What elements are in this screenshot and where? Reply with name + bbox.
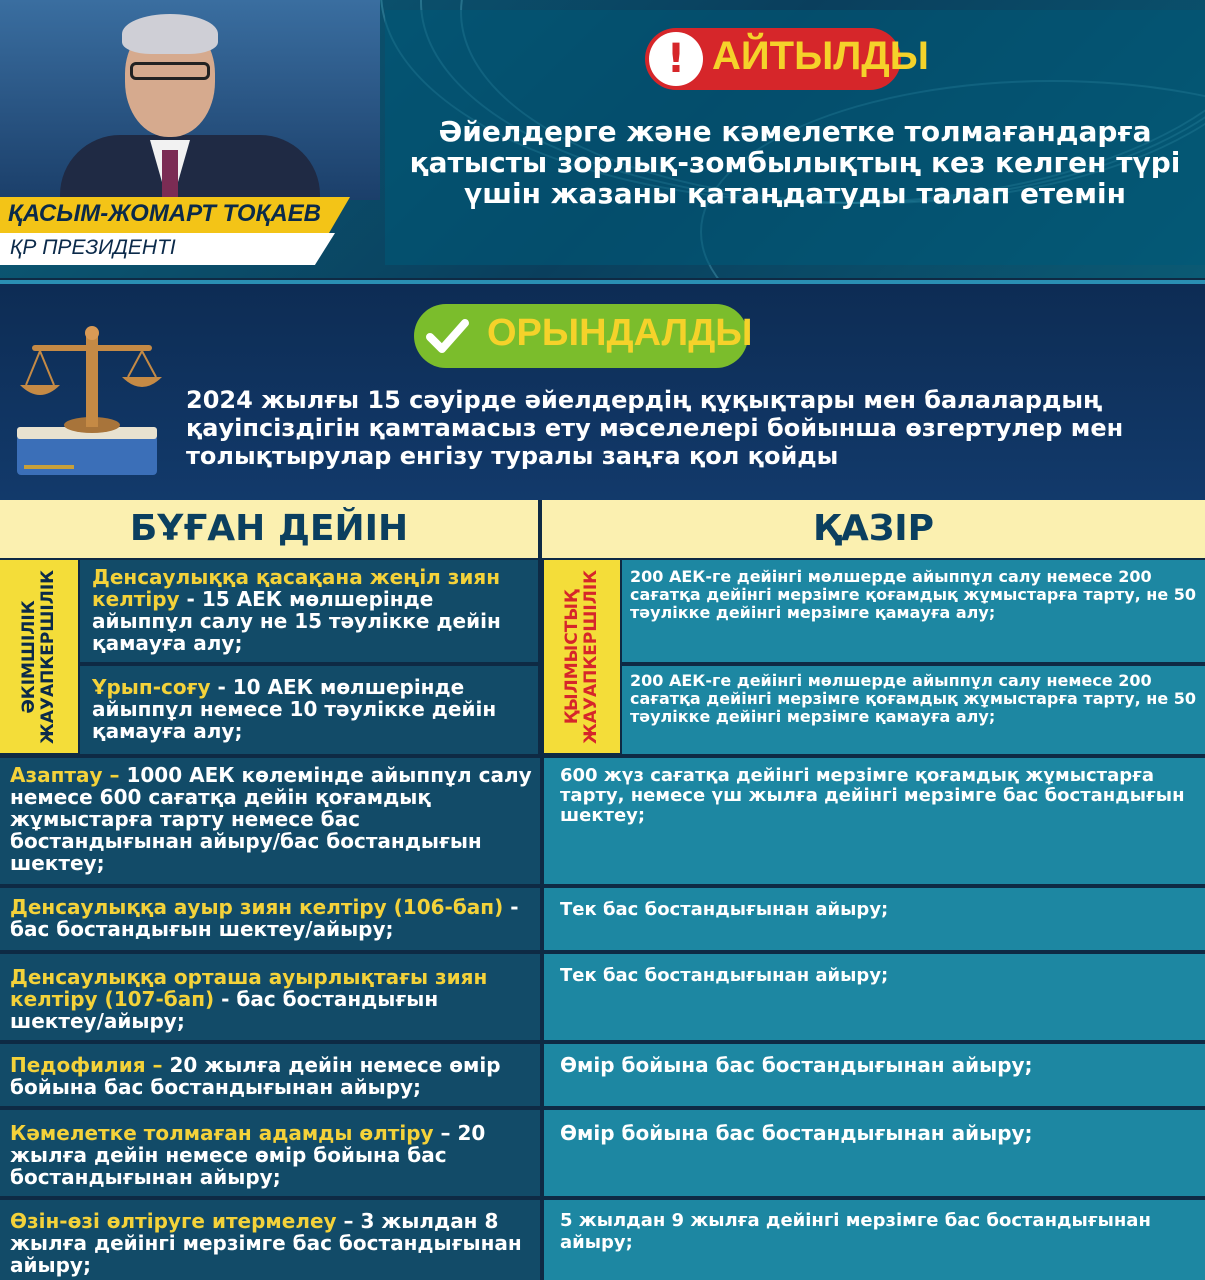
done-badge-label: ОРЫНДАЛДЫ [487,312,753,354]
table-row-now [544,1200,1205,1280]
row-before-text: – 20 жылға дейін немесе өмір бойына бас бостандығынан айыру; [10,1121,486,1189]
row-now-text: Өмір бойына бас бостандығынан айыру; [560,1053,1033,1077]
row-before-text: - 10 АЕК мөлшерінде айыппұл немесе 10 тәулікке дейін қамауға алу; [92,675,497,743]
person-name: ҚАСЫМ-ЖОМАРТ ТОҚАЕВ [8,200,321,227]
row-before-title: Өзін-өзі өлтіруге итермелеу [10,1209,337,1233]
table-row-before [0,888,540,950]
table-row-now [622,666,1205,754]
table-row-now [544,954,1205,1040]
row-before-title: Педофилия – [10,1053,163,1077]
column-header-before [0,500,538,558]
scales-of-justice-icon [12,315,162,485]
table-row-before [0,954,540,1040]
row-before-title: Кәмелетке толмаған адамды өлтіру [10,1121,434,1145]
table-row-before [0,1110,540,1196]
table-row-now [544,1044,1205,1106]
table-row-now [544,888,1205,950]
table-row-now [544,758,1205,884]
row-before-title: Денсаулыққа орташа ауырлықтағы зиян келтіру (107-бап) [10,965,488,1011]
table-row-before [80,666,538,754]
row-now-text: Тек бас бостандығынан айыру; [560,965,889,986]
row-now-text: 600 жүз сағатқа дейінгі мерзімге қоғамдық жұмыстарға тарту, немесе үш жылға дейінгі мерзімге бас бостандығын шектеу; [560,765,1185,826]
person-role: ҚР ПРЕЗИДЕНТІ [10,236,176,259]
table-row-now [544,1110,1205,1196]
row-before-text: 20 жылға дейін немесе өмір бойына бас бостандығынан айыру; [10,1053,501,1099]
row-before-text: - бас бостандығын шектеу/айыру; [10,895,519,941]
row-now-text: 5 жылдан 9 жылға дейінгі мерзімге бас бостандығынан айыру; [560,1210,1151,1253]
table-row-before [0,758,540,884]
column-header-now [542,500,1205,558]
row-now-text: 200 АЕК-ге дейінгі мөлшерде айыппұл салу немесе 200 сағатқа дейінгі мерзімге қоғамдық жұмыстарға тарту, не 50 тәулікке дейінгі мерзімге қамауға алу; [630,567,1197,622]
row-before-title: Азаптау – [10,763,120,787]
column-header-before-label: БҰҒАН ДЕЙІН [129,508,409,549]
row-before-text: – 3 жылдан 8 жылға дейінгі мерзімге бас бостандығынан айыру; [10,1209,522,1277]
column-header-now-label: ҚАЗІР [812,508,935,549]
president-photo [0,0,380,200]
row-before-text: - 15 АЕК мөлшерінде айыппұл салу не 15 тәулікке дейін қамауға алу; [92,587,501,655]
row-before-text: 1000 АЕК көлемінде айыппұл салу немесе 600 сағатқа дейін қоғамдық жұмыстарға тарту немесе бас бостандығынан айыру/бас бостандығын шектеу; [10,763,532,875]
side-label-criminal-line2: ЖАУАПКЕРШІЛІК [581,569,601,744]
check-icon [420,309,474,363]
table-row-before [0,1044,540,1106]
row-now-text: Тек бас бостандығынан айыру; [560,899,889,920]
quote-text: Әйелдерге және кәмелетке толмағандарға қатысты зорлық-зомбылықтың кез келген түрі үшін жазаны қатаңдатуды талап етемін [409,115,1181,210]
side-label-administrative-line2: ЖАУАПКЕРШІЛІК [38,569,58,744]
table-row-before [80,560,538,662]
side-label-criminal-line1: ҚЫЛМЫСТЫҚ [562,589,582,724]
row-before-title: Денсаулыққа ауыр зиян келтіру (106-бап) [10,895,504,919]
said-badge-label: АЙТЫЛДЫ [712,34,929,78]
row-before-title: Денсаулыққа қасақана жеңіл зиян келтіру [92,565,501,611]
table-row-before [0,1200,540,1280]
row-before-text: - бас бостандығын шектеу/айыру; [10,987,439,1033]
side-label-administrative [0,560,78,753]
side-label-criminal [544,560,620,753]
row-before-title: Ұрып-соғу [92,675,211,699]
status-description: 2024 жылғы 15 сәуірде әйелдердің құқықтары мен балалардың қауіпсіздігін қамтамасыз ету мәселелері бойынша өзгертулер мен толықтырулар енгізу туралы заңға қол қойды [186,386,1124,470]
exclamation-icon: ! [649,32,703,86]
side-label-administrative-line1: ӘКІМШІЛІК [19,599,39,714]
row-now-text: 200 АЕК-ге дейінгі мөлшерде айыппұл салу немесе 200 сағатқа дейінгі мерзімге қоғамдық жұмыстарға тарту, не 50 тәулікке дейінгі мерзімге қамауға алу; [630,671,1197,726]
row-now-text: Өмір бойына бас бостандығынан айыру; [560,1121,1033,1145]
table-row-now [622,560,1205,662]
